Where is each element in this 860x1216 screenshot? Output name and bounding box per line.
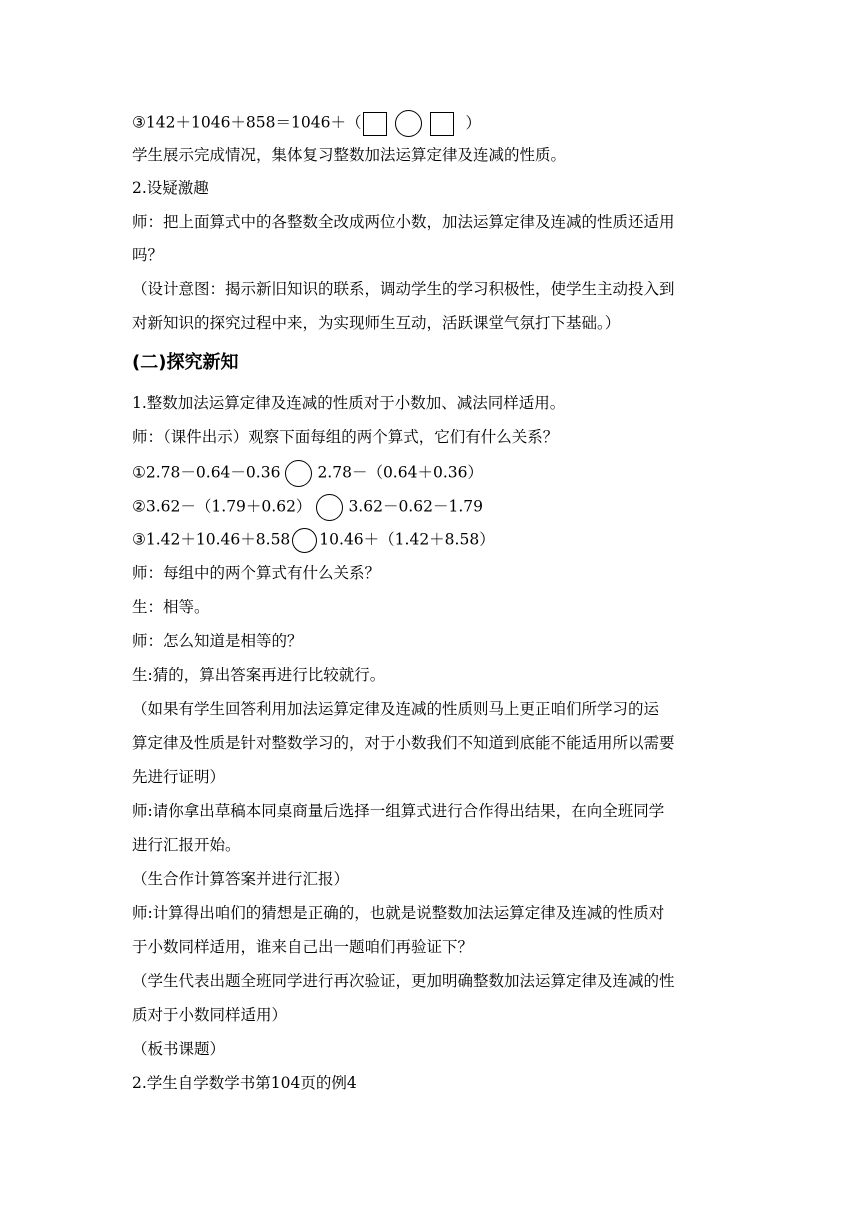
equation-suffix: ） (465, 113, 481, 132)
comparison-left: ①2.78－0.64－0.36 (132, 463, 281, 482)
paragraph: 生：相等。 (132, 598, 210, 616)
paragraph: 师：把上面算式中的各整数全改成两位小数，加法运算定律及连减的性质还适用 (132, 213, 675, 231)
comparison-right: 3.62－0.62－1.79 (348, 497, 483, 516)
paragraph: （生合作计算答案并进行汇报） (132, 870, 350, 888)
blank-circle (285, 460, 312, 487)
blank-square-1 (363, 112, 387, 136)
paragraph: 吗？ (132, 246, 164, 264)
paragraph: （学生代表出题全班同学进行再次验证，更加明确整数加法运算定律及连减的性 (132, 972, 675, 990)
equation-row-3 (132, 110, 732, 137)
blank-circle (316, 494, 343, 521)
comparison-left: ②3.62－（1.79＋0.62） (132, 497, 312, 516)
paragraph: 师：（课件出示）观察下面每组的两个算式，它们有什么关系？ (132, 428, 559, 446)
paragraph: 先进行证明） (132, 768, 226, 786)
paragraph: 师：怎么知道是相等的？ (132, 632, 303, 650)
paragraph: 2.学生自学数学书第104页的例4 (132, 1074, 357, 1092)
paragraph: 1.整数加法运算定律及连减的性质对于小数加、减法同样适用。 (132, 394, 566, 412)
comparison-row-1 (132, 460, 732, 487)
comparison-right: 10.46＋（1.42＋8.58） (319, 530, 495, 549)
blank-circle (292, 528, 317, 553)
paragraph: 进行汇报开始。 (132, 836, 241, 854)
paragraph: 于小数同样适用，谁来自己出一题咱们再验证下？ (132, 938, 474, 956)
comparison-row-3 (132, 528, 732, 553)
paragraph: 师:请你拿出草稿本同桌商量后选择一组算式进行合作得出结果，在向全班同学 (132, 802, 665, 820)
paragraph: （板书课题） (132, 1040, 226, 1058)
section-heading: (二)探究新知 (132, 352, 239, 373)
paragraph: （设计意图：揭示新旧知识的联系，调动学生的学习积极性，使学生主动投入到 (132, 280, 675, 298)
paragraph: 学生展示完成情况，集体复习整数加法运算定律及连减的性质。 (132, 146, 567, 164)
comparison-right: 2.78－（0.64＋0.36） (317, 463, 483, 482)
blank-square-2 (430, 112, 454, 136)
paragraph: 质对于小数同样适用） (132, 1006, 288, 1024)
equation-prefix: ③142＋1046＋858＝1046＋（ (132, 113, 362, 132)
comparison-row-2 (132, 494, 732, 521)
comparison-left: ③1.42＋10.46＋8.58 (132, 530, 291, 549)
paragraph: 师:计算得出咱们的猜想是正确的，也就是说整数加法运算定律及连减的性质对 (132, 904, 665, 922)
paragraph: 对新知识的探究过程中来，为实现师生互动，活跃课堂气氛打下基础。） (132, 314, 621, 332)
paragraph: （如果有学生回答利用加法运算定律及连减的性质则马上更正咱们所学习的运 (132, 700, 660, 718)
paragraph: 生:猜的，算出答案再进行比较就行。 (132, 666, 386, 684)
paragraph: 算定律及性质是针对整数学习的，对于小数我们不知道到底能不能适用所以需要 (132, 734, 675, 752)
paragraph: 2.设疑激趣 (132, 179, 209, 197)
blank-circle (395, 110, 422, 137)
paragraph: 师：每组中的两个算式有什么关系？ (132, 564, 381, 582)
